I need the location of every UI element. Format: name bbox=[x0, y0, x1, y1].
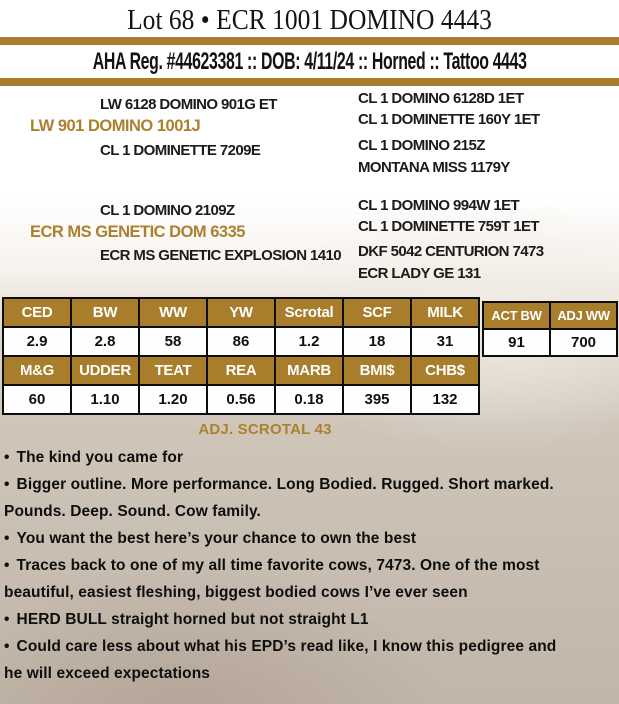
epd-header-cell: M&G bbox=[3, 356, 71, 385]
epd-value-cell: 2.8 bbox=[71, 327, 139, 356]
epd-value-cell: 1.20 bbox=[139, 385, 207, 414]
note-line bbox=[4, 633, 619, 660]
epd-header-cell: BMI$ bbox=[343, 356, 411, 385]
note-text: You want the best here’s your chance to own the best bbox=[16, 530, 417, 547]
epd-value-cell: 1.2 bbox=[275, 327, 343, 356]
weights-value-cell: 700 bbox=[550, 329, 617, 356]
sire-ancestor: CL 1 DOMINETTE 160Y 1ET bbox=[358, 111, 540, 128]
dam-name: ECR MS GENETIC DOM 6335 bbox=[30, 223, 245, 241]
epd-value-row bbox=[3, 327, 479, 356]
epd-value-cell: 132 bbox=[411, 385, 479, 414]
epd-value-cell: 86 bbox=[207, 327, 275, 356]
page-title: Lot 68 • ECR 1001 DOMINO 4443 bbox=[127, 4, 492, 36]
note-line bbox=[4, 579, 619, 606]
note-line bbox=[4, 525, 619, 552]
note-text: beautiful, easiest fleshing, biggest bodied cows I’ve ever seen bbox=[4, 584, 468, 601]
note-text: Could care less about what his EPD’s read like, I know this pedigree and bbox=[16, 638, 557, 655]
epd-header-row bbox=[3, 356, 479, 385]
epd-header-cell: BW bbox=[71, 298, 139, 327]
epd-value-cell: 1.10 bbox=[71, 385, 139, 414]
epd-header-cell: UDDER bbox=[71, 356, 139, 385]
note-text: The kind you came for bbox=[16, 449, 184, 466]
epd-value-cell: 0.56 bbox=[207, 385, 275, 414]
bullet-icon: • bbox=[4, 449, 10, 466]
epd-header-cell: WW bbox=[139, 298, 207, 327]
bullet-icon: • bbox=[4, 611, 10, 628]
note-line bbox=[4, 552, 619, 579]
note-text: Pounds. Deep. Sound. Cow family. bbox=[4, 503, 261, 520]
note-line bbox=[4, 606, 619, 633]
registration-band bbox=[0, 46, 619, 78]
registration-line: AHA Reg. #44623381 :: DOB: 4/11/24 :: Horned :: Tattoo 4443 bbox=[92, 48, 527, 75]
bullet-icon: • bbox=[4, 638, 10, 655]
sire-ancestor: CL 1 DOMINO 215Z bbox=[358, 137, 485, 154]
epd-value-cell: 0.18 bbox=[275, 385, 343, 414]
epd-value-cell: 58 bbox=[139, 327, 207, 356]
bullet-icon: • bbox=[4, 476, 10, 493]
note-line bbox=[4, 444, 619, 471]
note-text: he will exceed expectations bbox=[4, 665, 211, 682]
notes-list bbox=[4, 444, 619, 687]
dam-ancestor: ECR LADY GE 131 bbox=[358, 265, 481, 282]
epd-value-cell: 31 bbox=[411, 327, 479, 356]
epd-header-cell: MARB bbox=[275, 356, 343, 385]
epd-header-cell: REA bbox=[207, 356, 275, 385]
note-line bbox=[4, 471, 619, 498]
sire-ancestor: CL 1 DOMINO 6128D 1ET bbox=[358, 90, 524, 107]
weights-header-cell: ADJ WW bbox=[550, 302, 617, 329]
dam-ancestor: CL 1 DOMINETTE 759T 1ET bbox=[358, 218, 539, 235]
gold-divider-bottom bbox=[0, 78, 619, 86]
epd-table bbox=[2, 297, 480, 415]
sire-ancestor: MONTANA MISS 1179Y bbox=[358, 159, 510, 176]
epd-value-cell: 395 bbox=[343, 385, 411, 414]
epd-header-cell: TEAT bbox=[139, 356, 207, 385]
sire-name: LW 901 DOMINO 1001J bbox=[30, 117, 201, 135]
dam-ancestor: CL 1 DOMINO 994W 1ET bbox=[358, 197, 520, 214]
epd-header-cell: SCF bbox=[343, 298, 411, 327]
adj-scrotal-line: ADJ. SCROTAL 43 bbox=[198, 421, 332, 438]
gold-divider-top bbox=[0, 37, 619, 45]
weights-header-row bbox=[483, 302, 617, 329]
sire-granddam: CL 1 DOMINETTE 7209E bbox=[100, 142, 261, 159]
epd-header-row bbox=[3, 298, 479, 327]
epd-value-cell: 18 bbox=[343, 327, 411, 356]
epd-value-cell: 2.9 bbox=[3, 327, 71, 356]
epd-value-row bbox=[3, 385, 479, 414]
epd-header-cell: CHB$ bbox=[411, 356, 479, 385]
epd-header-cell: MILK bbox=[411, 298, 479, 327]
note-text: HERD BULL straight horned but not straight L1 bbox=[16, 611, 369, 628]
weights-table bbox=[482, 301, 618, 357]
weights-value-cell: 91 bbox=[483, 329, 550, 356]
weights-value-row bbox=[483, 329, 617, 356]
epd-value-cell: 60 bbox=[3, 385, 71, 414]
dam-grandsire: CL 1 DOMINO 2109Z bbox=[100, 202, 235, 219]
note-line bbox=[4, 498, 619, 525]
epd-header-cell: Scrotal bbox=[275, 298, 343, 327]
note-line bbox=[4, 660, 619, 687]
bullet-icon: • bbox=[4, 557, 10, 574]
dam-ancestor: DKF 5042 CENTURION 7473 bbox=[358, 243, 544, 260]
epd-header-cell: YW bbox=[207, 298, 275, 327]
bullet-icon: • bbox=[4, 530, 10, 547]
note-text: Traces back to one of my all time favorite cows, 7473. One of the most bbox=[16, 557, 540, 574]
weights-header-cell: ACT BW bbox=[483, 302, 550, 329]
dam-granddam: ECR MS GENETIC EXPLOSION 1410 bbox=[100, 247, 341, 264]
sire-grandsire: LW 6128 DOMINO 901G ET bbox=[100, 96, 277, 113]
epd-header-cell: CED bbox=[3, 298, 71, 327]
note-text: Bigger outline. More performance. Long Bodied. Rugged. Short marked. bbox=[16, 476, 554, 493]
